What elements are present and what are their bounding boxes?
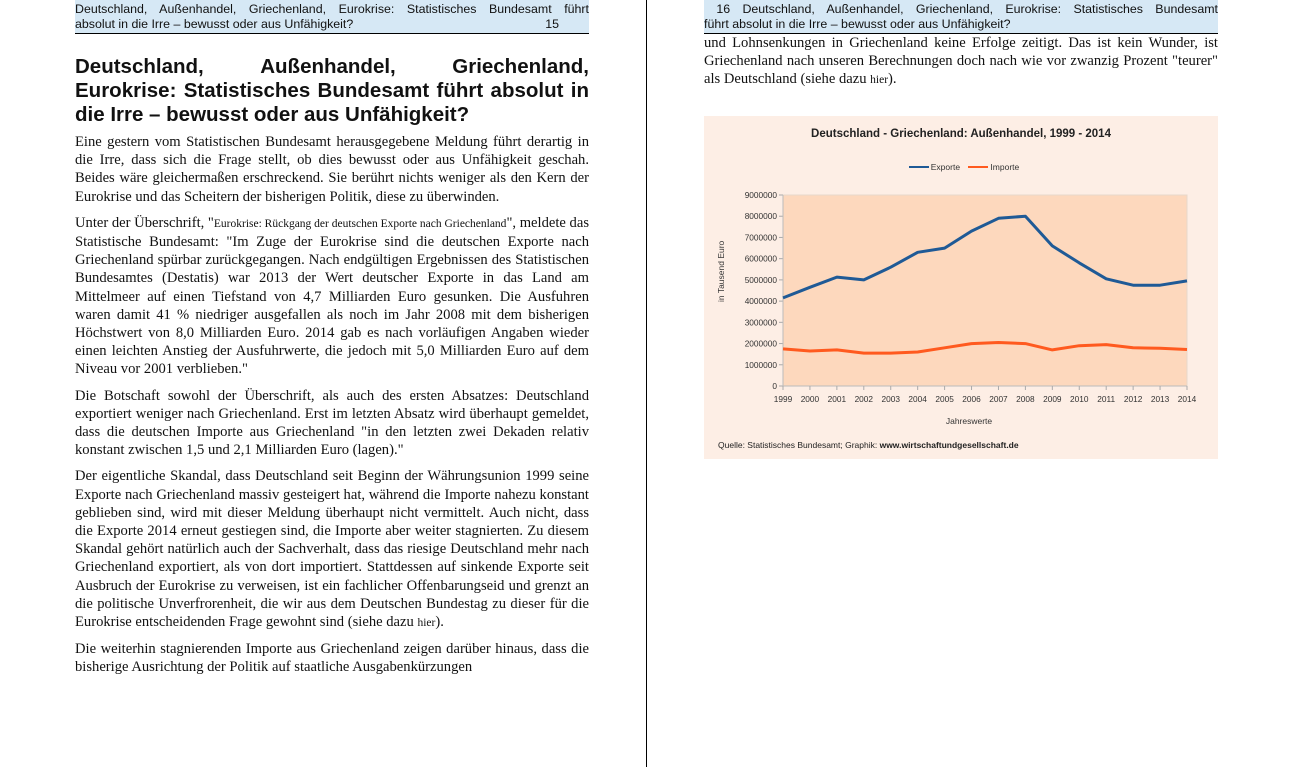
legend-label-importe: Importe: [990, 161, 1020, 172]
x-tick-label: 1999: [773, 393, 793, 404]
text: Unter der Überschrift, ": [75, 214, 214, 231]
y-tick-label: 9000000: [744, 189, 777, 200]
text: ).: [888, 71, 897, 88]
x-tick-label: 2005: [935, 393, 954, 404]
hier-link[interactable]: hier: [417, 617, 436, 630]
text: ", meldete das Statistische Bundesamt: "Im Zuge der Eurokrise sind die deutschen Exporte nach Griechenland spürbar zurückgegangen. Nach endgültigen Ergebnissen des Statistischen Bundesamtes (Destatis) war 2013 der Wert deutscher Exporte in das Land am Mittelmeer auf einen Tiefstand von 4,7 Milliarden Euro gesunken. Die Ausfuhren waren damit 41 % niedriger ausgefallen als noch im Jahr 2008 mit dem bisherigen Höchstwert von 8,0 Milliarden Euro. 2014 gab es nach vorläufigen Angaben wieder einen leichten Anstieg der Ausfuhrwerte, die jedoch mit 5,0 Milliarden Euro auf dem Niveau vor 2001 verblieben.": [75, 214, 589, 378]
x-tick-label: 2013: [1150, 393, 1170, 404]
y-tick-label: 6000000: [744, 253, 777, 264]
page-number: 15: [545, 17, 559, 31]
chart-source: [718, 440, 1019, 450]
x-tick-label: 2008: [1016, 393, 1035, 404]
x-tick-label: 2007: [989, 393, 1008, 404]
right-page: [704, 0, 1218, 459]
chart-title: Deutschland - Griechenland: Außenhandel, 1999 - 2014: [811, 127, 1111, 140]
y-tick-label: 3000000: [744, 316, 777, 327]
page-number: 16: [716, 2, 731, 16]
article-title: [75, 55, 589, 127]
y-tick-label: 7000000: [744, 232, 777, 243]
chart-y-axis-label: in Tausend Euro: [716, 240, 726, 302]
x-tick-label: 2000: [800, 393, 820, 404]
running-header-line2: führt absolut in die Irre – bewusst oder aus Unfähigkeit?: [704, 17, 1011, 31]
running-header-right: [704, 0, 1218, 34]
x-tick-label: 2003: [881, 393, 900, 404]
x-tick-label: 2006: [962, 393, 981, 404]
paragraph-3: Die Botschaft sowohl der Überschrift, als auch des ersten Absatzes: Deutschland exportiert weniger nach Griechenland. Erst im letzten Absatz wird überhaupt gemeldet, dass die deutschen Importe aus Griechenland "in den letzten zwei Dekaden relativ konstant zwischen 1,5 und 2,1 Milliarden Euro (lagen).": [75, 387, 589, 459]
title-word: Deutschland,: [75, 55, 204, 78]
x-tick-label: 2014: [1177, 393, 1197, 404]
x-tick-label: 2012: [1123, 393, 1143, 404]
paragraph-5: Die weiterhin stagnierenden Importe aus Griechenland zeigen darüber hinaus, dass die bisherige Ausrichtung der Politik auf staatliche Ausgabenkürzungen: [75, 641, 589, 676]
running-header-line1: Deutschland, Außenhandel, Griechenland, Eurokrise: Statistisches Bundesamt führt: [75, 2, 589, 16]
paragraph-4: [75, 467, 589, 632]
paragraph-continued: [704, 34, 1218, 90]
y-tick-label: 4000000: [744, 295, 777, 306]
text: und Lohnsenkungen in Griechenland keine Erfolge zeitigt. Das ist kein Wunder, ist Griechenland nach unseren Berechnungen doch nach wie vor zwanzig Prozent "teurer" als Deutschland (siehe dazu: [704, 35, 1218, 88]
left-page: [75, 0, 589, 685]
title-word: Griechenland,: [452, 55, 589, 78]
chart-svg: [704, 116, 1218, 459]
x-tick-label: 2002: [854, 393, 874, 404]
running-header-line1: [704, 2, 1218, 17]
y-tick-label: 0: [772, 380, 777, 391]
text: ).: [435, 614, 444, 631]
x-tick-label: 2011: [1097, 393, 1116, 404]
chart: [704, 116, 1218, 459]
title-word: Außenhandel,: [260, 55, 396, 78]
text: Der eigentliche Skandal, dass Deutschland seit Beginn der Währungsunion 1999 seine Exporte nach Griechenland massiv gesteigert hat, während die Importe nahezu konstant geblieben sind, wird mit dieser Meldung überhaupt nicht vermittelt. Auch nicht, dass die Exporte 2014 erneut gestiegen sind, die Importe aber weiter stagnierten. Zu diesem Skandal gehört natürlich auch der Sachverhalt, dass das riesige Deutschland mehr nach Griechenland exportiert, als von dort importiert. Stattdessen auf sinkende Exporte seit Ausbruch der Eurokrise zu verweisen, ist ein fachlicher Offenbarungseid und grenzt an die politische Unverfrorenheit, die wir aus dem Deutschen Bundestag zu dieser für die Eurokrise entscheidenden Frage gewohnt sind (siehe dazu: [75, 468, 589, 631]
x-tick-label: 2010: [1070, 393, 1089, 404]
title-rest: Eurokrise: Statistisches Bundesamt führt absolut in die Irre – bewusst oder aus Unfähigkeit?: [75, 79, 589, 126]
x-tick-label: 2009: [1043, 393, 1062, 404]
hier-link[interactable]: hier: [870, 74, 889, 87]
paragraph-1: Eine gestern vom Statistischen Bundesamt herausgegebene Meldung führt derartig in die Irre, dass sich die Frage stellt, ob dies bewusst oder aus Unfähigkeit geschah. Beides wäre gleichermaßen erschreckend. Sie berührt nichts weniger als den Kern der Eurokrise und das Scheitern der bisherigen Politik, diese zu überwinden.: [75, 134, 589, 205]
source-url: www.wirtschaftundgesellschaft.de: [879, 439, 1019, 450]
running-header-text: Deutschland, Außenhandel, Griechenland, Eurokrise: Statistisches Bundesamt: [742, 2, 1218, 16]
page-divider: [646, 0, 647, 767]
y-tick-label: 2000000: [744, 338, 777, 349]
chart-x-axis-label: Jahreswerte: [945, 415, 993, 426]
running-header-left: [75, 0, 589, 34]
source-text: Quelle: Statistisches Bundesamt; Graphik:: [718, 439, 880, 450]
y-tick-label: 8000000: [744, 210, 777, 221]
quoted-headline: Eurokrise: Rückgang der deutschen Exporte nach Griechenland: [213, 217, 507, 230]
x-tick-label: 2001: [827, 393, 847, 404]
y-tick-label: 5000000: [744, 274, 777, 285]
legend-label-exporte: Exporte: [930, 161, 961, 172]
paragraph-2: [75, 214, 589, 379]
running-header-line2: absolut in die Irre – bewusst oder aus Unfähigkeit?: [75, 17, 354, 31]
y-tick-label: 1000000: [744, 359, 777, 370]
x-tick-label: 2004: [908, 393, 927, 404]
